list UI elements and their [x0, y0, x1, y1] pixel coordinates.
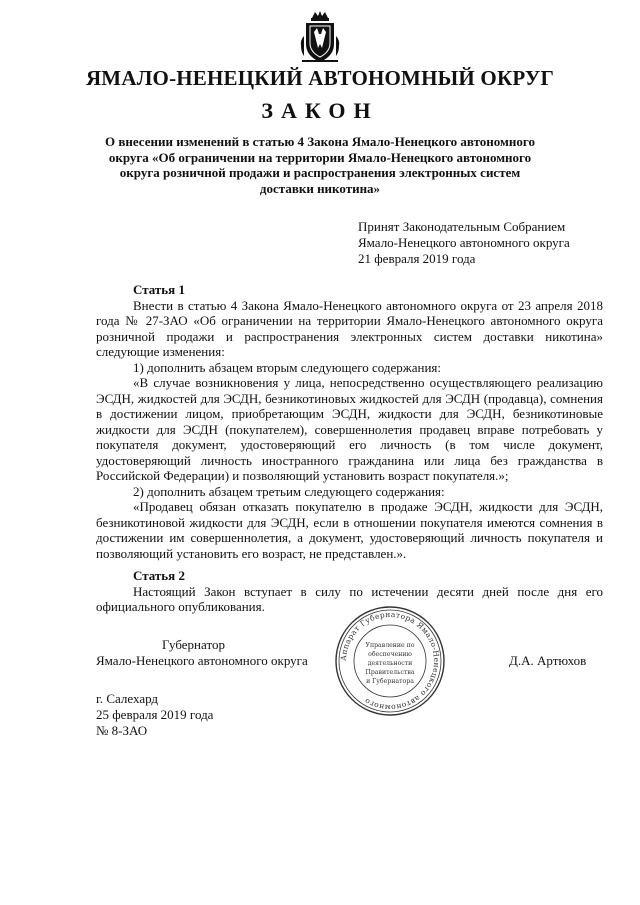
adoption-line: Принят Законодательным Собранием — [358, 219, 566, 234]
governor-title-line-2: Ямало-Ненецкого автономного округа — [96, 653, 308, 668]
article-1-quote-2: «Продавец обязан отказать покупателю в продаже ЭСДН, жидкости для ЭСДН, безникотиновой жидкости для ЭСДН, если в отношении покупателя имеются сомнения в достижении им совершеннолетия, а документ, удостоверяющий личность покупателя и позволяющий установить его возраст, не представлен.». — [96, 499, 603, 561]
governor-title-line-1: Губернатор — [162, 637, 225, 652]
article-1-title: Статья 1 — [133, 282, 185, 297]
adoption-line: Ямало-Ненецкого автономного округа — [358, 235, 570, 250]
subject-line: доставки никотина» — [259, 180, 381, 196]
stamp-inner-line: обеспечению — [368, 651, 412, 658]
article-2-title: Статья 2 — [133, 568, 185, 583]
signing-date: 25 февраля 2019 года — [96, 707, 214, 722]
law-subject-title — [100, 134, 540, 196]
adoption-date: 21 февраля 2019 года — [358, 251, 476, 266]
place-date-number — [96, 691, 213, 739]
region-title: ЯМАЛО-НЕНЕЦКИЙ АВТОНОМНЫЙ ОКРУГ — [85, 66, 555, 90]
coat-of-arms-emblem — [298, 10, 342, 66]
stamp-inner-line: Правительства — [365, 669, 415, 676]
stamp-inner-line: и Губернатора — [366, 678, 414, 685]
article-1-item-1: 1) дополнить абзацем вторым следующего содержания: — [133, 359, 442, 375]
city: г. Салехард — [96, 691, 159, 706]
adoption-note — [358, 219, 570, 267]
stamp-outer-text: Аппарат Губернатора Ямало-Ненецкого автономного — [338, 609, 442, 713]
article-1 — [96, 282, 603, 561]
stamp-inner-line: деятельности — [367, 660, 413, 667]
article-1-item-2: 2) дополнить абзацем третьим следующего содержания: — [133, 483, 445, 499]
subject-line: округа «Об ограничении на территории Ямало-Ненецкого автономного — [108, 149, 532, 165]
article-1-quote-1: «В случае возникновения у лица, непосредственно осуществляющего реализацию ЭСДН, жидкостей для ЭСДН, безникотиновых жидкостей для ЭСДН (продавца), сомнения в достижении лицом, приобретающим ЭСДН, жидкости для ЭСДН, безникотиновые жидкости для ЭСДН (покупателем), совершеннолетия продавец вправе потребовать у покупателя документ, удостоверяющий его личность (в том числе документ, удостоверяющий личность иностранного гражданина или лица без гражданства в Российской Федерации) и позволяющий установить возраст покупателя.»; — [96, 375, 603, 483]
article-2-text: Настоящий Закон вступает в силу по истечении десяти дней после дня его официального опубликования. — [96, 583, 603, 614]
subject-line: округа розничной продажи и распространения электронных систем — [119, 165, 521, 180]
governor-title — [96, 637, 308, 669]
document-type-title: ЗАКОН — [261, 98, 379, 123]
stamp-inner-line: Управление по — [365, 642, 415, 649]
law-number: № 8-ЗАО — [96, 723, 148, 738]
governor-name: Д.А. Артюхов — [509, 653, 587, 668]
article-1-intro: Внести в статью 4 Закона Ямало-Ненецкого автономного округа от 23 апреля 2018 года № 27-ЗАО «Об ограничении на территории Ямало-Ненецкого автономного округа розничной продажи и распространения электронных систем доставки никотина» следующие изменения: — [96, 297, 603, 359]
official-stamp-seal — [334, 605, 446, 717]
subject-line: О внесении изменений в статью 4 Закона Ямало-Ненецкого автономного — [105, 134, 535, 149]
